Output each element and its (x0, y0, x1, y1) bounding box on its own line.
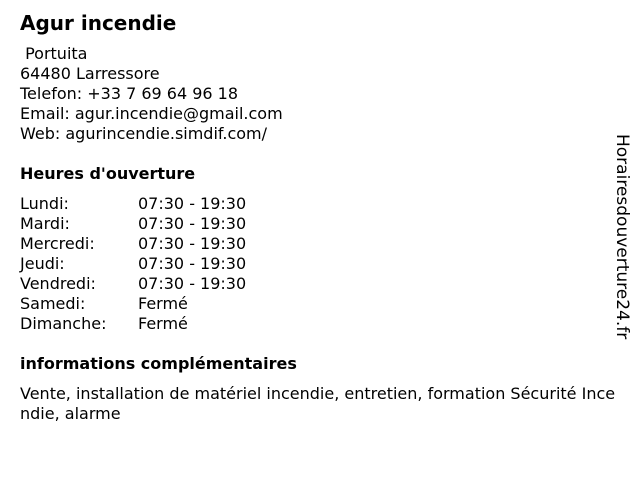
hours-row (20, 294, 620, 314)
hours-row (20, 274, 620, 294)
day-label: Lundi: (20, 194, 69, 213)
time-range: Fermé (138, 294, 188, 313)
time-range: 07:30 - 19:30 (138, 274, 247, 293)
hours-title: Heures d'ouverture (20, 164, 196, 183)
site-watermark: Horairesdouverture24.fr (612, 134, 632, 340)
day-label: Samedi: (20, 294, 86, 313)
hours-row (20, 234, 620, 254)
email: Email: agur.incendie@gmail.com (20, 104, 283, 123)
hours-row (20, 194, 620, 214)
hours-row (20, 214, 620, 234)
time-range: 07:30 - 19:30 (138, 254, 247, 273)
business-card (20, 10, 620, 424)
info-text: Vente, installation de matériel incendie, entretien, formation Sécurité Incendie, alarme (20, 384, 616, 423)
phone: Telefon: +33 7 69 64 96 18 (20, 84, 239, 103)
day-label: Mardi: (20, 214, 70, 233)
day-label: Mercredi: (20, 234, 95, 253)
street: Portuita (20, 44, 88, 63)
info-title: informations complémentaires (20, 354, 297, 373)
hours-row (20, 254, 620, 274)
day-label: Jeudi: (20, 254, 65, 273)
time-range: Fermé (138, 314, 188, 333)
time-range: 07:30 - 19:30 (138, 194, 247, 213)
time-range: 07:30 - 19:30 (138, 214, 247, 233)
address-block (20, 44, 620, 144)
business-name: Agur incendie (20, 11, 177, 35)
city: 64480 Larressore (20, 64, 160, 83)
website: Web: agurincendie.simdif.com/ (20, 124, 268, 143)
day-label: Vendredi: (20, 274, 96, 293)
time-range: 07:30 - 19:30 (138, 234, 247, 253)
hours-table (20, 194, 620, 334)
hours-row (20, 314, 620, 334)
day-label: Dimanche: (20, 314, 107, 333)
